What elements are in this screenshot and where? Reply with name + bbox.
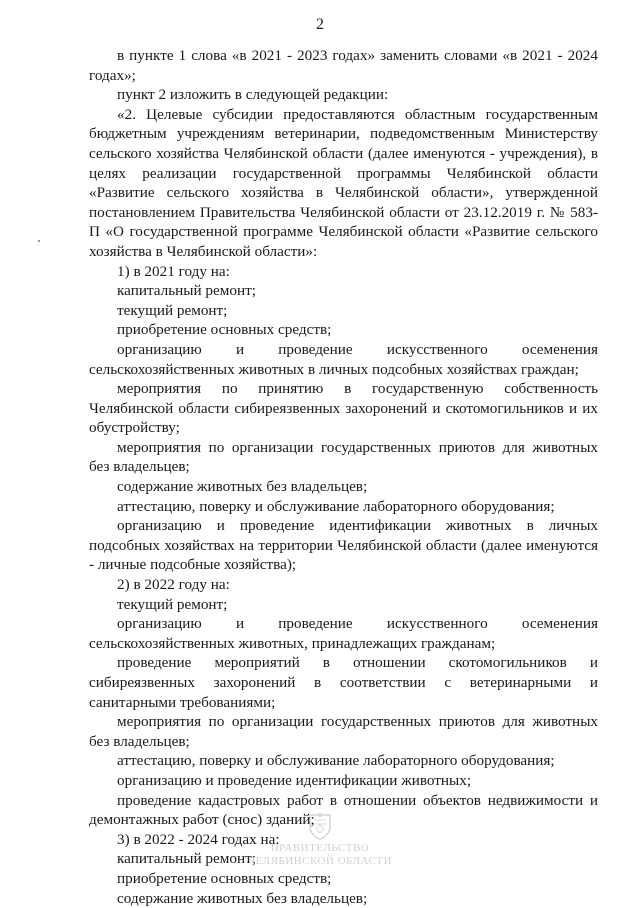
list-item: организацию и проведение идентификации животных; bbox=[117, 771, 472, 789]
list-item: проведение кадастровых работ в отношении объектов недвижимости и демонтажных работ (снос) зданий; bbox=[89, 791, 598, 829]
list-item: текущий ремонт; bbox=[117, 301, 228, 319]
document-body bbox=[89, 46, 598, 908]
paragraph: «2. Целевые субсидии предоставляются областным государственным бюджетным учреждениям ветеринарии, подведомственным Министерству сельского хозяйства Челябинской области (далее именуются - учреждения), в целях реализации государственной программы Челябинской области «Развитие сельского хозяйства в Челябинской области», утвержденной постановлением Правительства Челябинской области от 23.12.2019 г. № 583-П «О государственной программе Челябинской области «Развитие сельского хозяйства в Челябинской области»: bbox=[89, 105, 598, 260]
list-item: мероприятия по организации государственных приютов для животных без владельцев; bbox=[89, 713, 598, 750]
list-item: организацию и проведение искусственного осеменения сельскохозяйственных животных в личных подсобных хозяйствах граждан; bbox=[89, 340, 598, 378]
seal-line-2: ЧЕЛЯБИНСКОЙ ОБЛАСТИ bbox=[247, 855, 393, 867]
government-seal bbox=[0, 812, 640, 868]
page-number: 2 bbox=[316, 16, 324, 33]
list-item: 3) в 2022 - 2024 годах на: bbox=[117, 830, 280, 848]
list-item: мероприятия по организации государственных приютов для животных без владельцев; bbox=[89, 438, 598, 476]
list-item: организацию и проведение искусственного осеменения сельскохозяйственных животных, принадлежащих гражданам; bbox=[89, 615, 598, 652]
list-item: аттестацию, поверку и обслуживание лабораторного оборудования; bbox=[117, 497, 555, 515]
list-item: содержание животных без владельцев; bbox=[117, 478, 368, 496]
list-item: приобретение основных средств; bbox=[117, 869, 332, 887]
coat-of-arms-icon bbox=[307, 812, 333, 840]
list-item: капитальный ремонт; bbox=[117, 850, 256, 868]
list-item: проведение мероприятий в отношении скотомогильников и сибиреязвенных захоронений в соответствии с ветеринарными и санитарными требованиями; bbox=[89, 654, 598, 711]
list-item: текущий ремонт; bbox=[117, 595, 228, 613]
list-item: капитальный ремонт; bbox=[117, 282, 256, 300]
list-item: организацию и проведение идентификации животных в личных подсобных хозяйствах на территории Челябинской области (далее именуются - личные подсобные хозяйства); bbox=[89, 517, 598, 574]
paragraph: в пункте 1 слова «в 2021 - 2023 годах» заменить словами «в 2021 - 2024 годах»; bbox=[89, 47, 598, 84]
list-item: 2) в 2022 году на: bbox=[117, 576, 230, 594]
list-item: содержание животных без владельцев; bbox=[117, 889, 368, 907]
seal-line-1: ПРАВИТЕЛЬСТВО bbox=[270, 842, 370, 854]
list-item: 1) в 2021 году на: bbox=[117, 262, 230, 280]
list-item: приобретение основных средств; bbox=[117, 321, 332, 339]
list-item: аттестацию, поверку и обслуживание лабораторного оборудования; bbox=[117, 752, 555, 770]
list-item: мероприятия по принятию в государственную собственность Челябинской области сибиреязвенных захоронений и скотомогильников и их обустройству; bbox=[89, 380, 598, 437]
scan-speck bbox=[38, 240, 40, 242]
paragraph: пункт 2 изложить в следующей редакции: bbox=[117, 86, 389, 104]
